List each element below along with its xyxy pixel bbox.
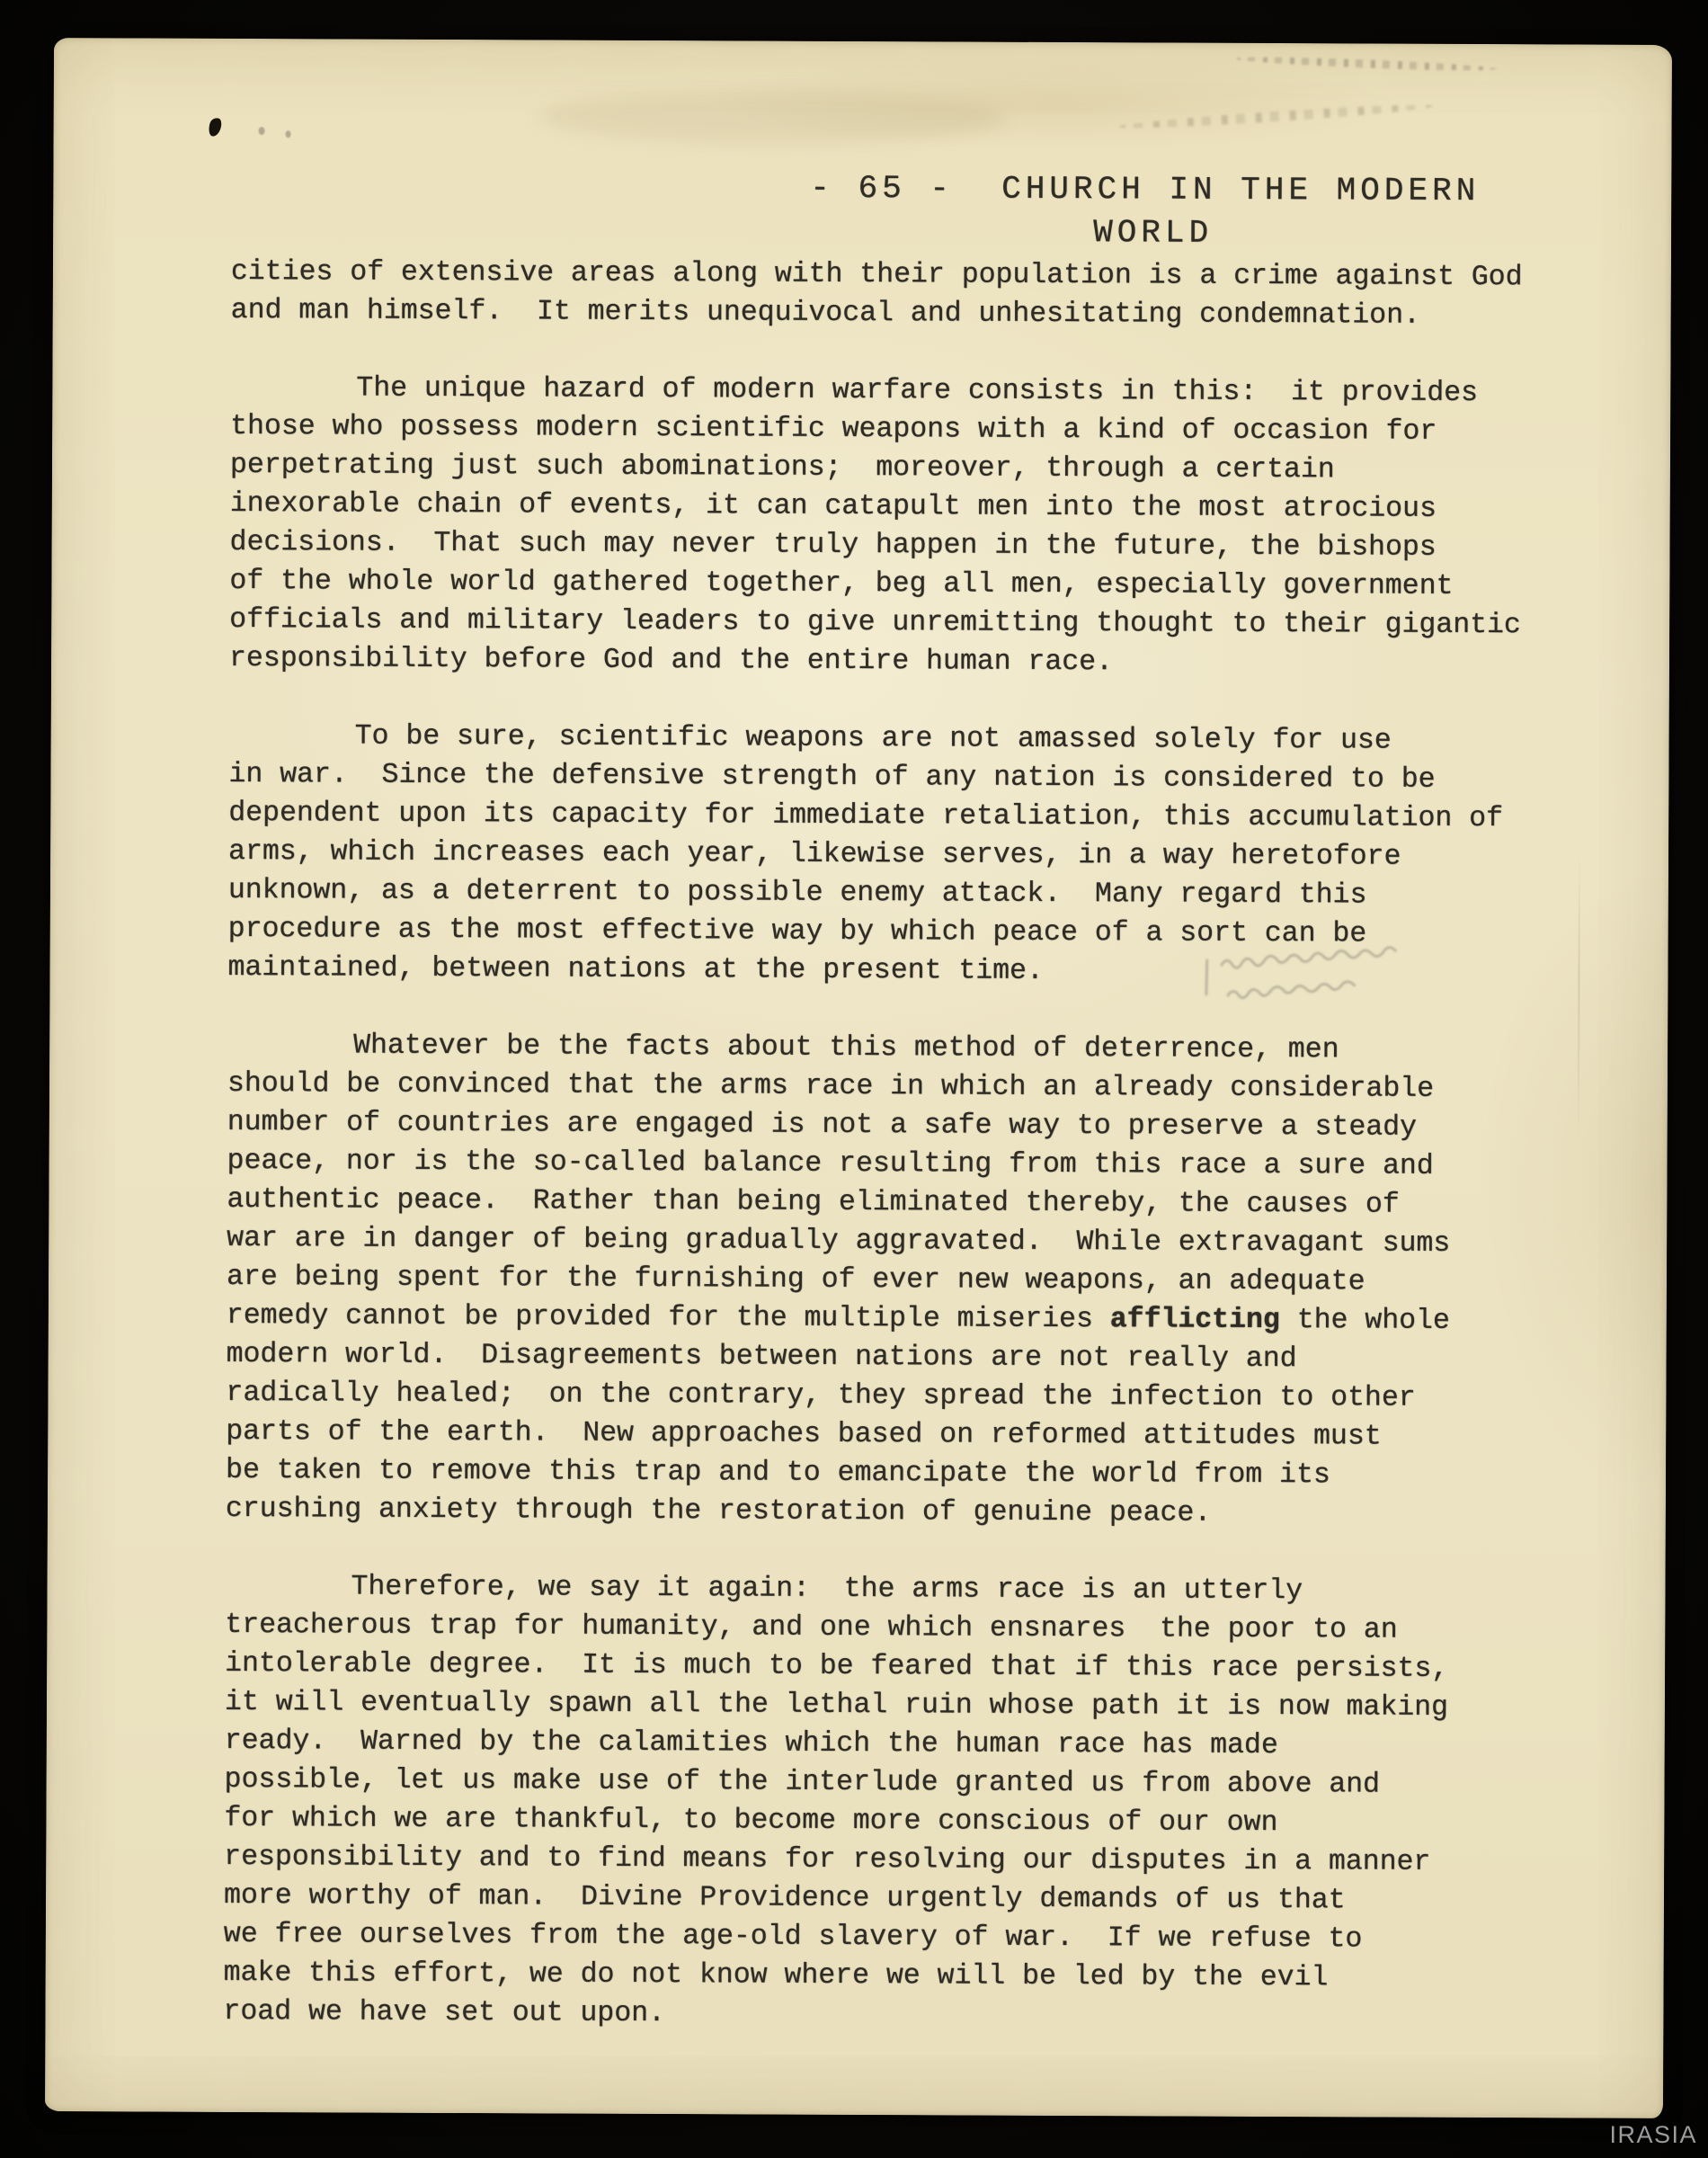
text-line: perpetrating just such abominations; moreover, through a certain [229,449,1335,486]
page-header-line2: WORLD [1093,214,1214,252]
bleedthrough-handwriting [1190,933,1490,1028]
text-line: officials and military leaders to give unremitting thought to their gigantic [229,603,1521,642]
text-line: The unique hazard of modern warfare consists in this: it provides [356,372,1479,409]
paragraph [229,369,1597,684]
text-line: possible, let us make use of the interlude granted us from above and [224,1763,1381,1801]
text-line: parts of the earth. New approaches based on reformed attitudes must [226,1415,1382,1453]
text-line: treacherous trap for humanity, and one which ensnares the poor to an [225,1609,1398,1646]
text-line: remedy cannot be provided for the multiple miseries afflicting the whole [226,1299,1450,1337]
text-line: arms, which increases each year, likewise serves, in a way heretofore [228,835,1401,873]
text-line: authentic peace. Rather than being eliminated thereby, the causes of [227,1183,1400,1221]
text-line: be taken to remove this trap and to emancipate the world from its [226,1454,1330,1492]
document-page [45,38,1672,2118]
text-line: for which we are thankful, to become more conscious of our own [224,1802,1278,1840]
text-line: crushing anxiety through the restoration of genuine peace. [225,1493,1212,1529]
text-line: ready. Warned by the calamities which the human race has made [224,1725,1278,1762]
text-line: maintained, between nations at the present time. [227,951,1044,987]
text-line: To be sure, scientific weapons are not amassed solely for use [354,720,1392,757]
text-line: procedure as the most effective way by which peace of a sort can be [227,913,1367,950]
text-line: dependent upon its capacity for immediate retaliation, this accumulation of [228,797,1504,835]
paragraph [226,1026,1594,1535]
watermark-text: IRASIA [1609,2121,1697,2148]
text-line: we free ourselves from the age-old slavery of war. If we refuse to [223,1918,1363,1956]
ink-speck [286,130,291,138]
document-body [223,253,1597,2076]
pencil-smudge [1119,102,1434,132]
text-line: intolerable degree. It is much to be feared that if this race persists, [225,1647,1449,1685]
text-line: of the whole world gathered together, beg all men, especially government [229,565,1454,602]
text-line: those who possess modern scientific weapons with a kind of occasion for [230,410,1437,448]
text-line: it will eventually spawn all the lethal ruin whose path it is now making [224,1686,1449,1724]
text-line: make this effort, we do not know where we will be led by the evil [223,1957,1329,1994]
ink-blot-mark [207,117,223,138]
text-line: cities of extensive areas along with their population is a crime against God [230,255,1523,294]
text-line: modern world. Disagreements between nations are not really and [226,1338,1297,1376]
text-line: should be convinced that the arms race in which an already considerable [227,1067,1435,1105]
text-line: responsibility and to find means for resolving our disputes in a manner [224,1841,1431,1878]
text-line: are being spent for the furnishing of ever new weapons, an adequate [226,1261,1366,1298]
text-line: Whatever be the facts about this method of deterrence, men [353,1030,1339,1066]
text-line: decisions. That such may never truly happen in the future, the bishops [229,526,1437,564]
overstruck-word: afflicting [1109,1304,1280,1337]
text-line: radically healed; on the contrary, they spread the infection to other [226,1377,1416,1414]
text-line: road we have set out upon. [223,1995,666,2030]
text-line: number of countries are engaged is not a safe way to preserve a steady [227,1106,1418,1144]
bleedthrough-stain [539,89,1007,145]
text-line: unknown, as a deterrent to possible enemy attack. Many regard this [227,874,1367,912]
text-line: inexorable chain of events, it can catapult men into the most atrocious [229,487,1437,525]
paragraph [223,1567,1591,2038]
text-line: responsibility before God and the entire human race. [228,642,1114,679]
text-line: peace, nor is the so-called balance resulting from this race a sure and [227,1145,1434,1182]
paragraph [231,253,1597,336]
pencil-smudge [1236,55,1497,73]
page-header: - 65 - CHURCH IN THE MODERN [810,169,1481,210]
text-line: in war. Since the defensive strength of any nation is considered to be [228,758,1436,796]
text-line: more worthy of man. Divine Providence urgently demands of us that [223,1879,1346,1917]
text-line: war are in danger of being gradually aggravated. While extravagant sums [227,1222,1451,1260]
text-line: Therefore, we say it again: the arms race is an utterly [351,1571,1303,1608]
text-line: and man himself. It merits unequivocal and unhesitating condemnation. [230,294,1421,332]
ink-speck [259,127,265,135]
